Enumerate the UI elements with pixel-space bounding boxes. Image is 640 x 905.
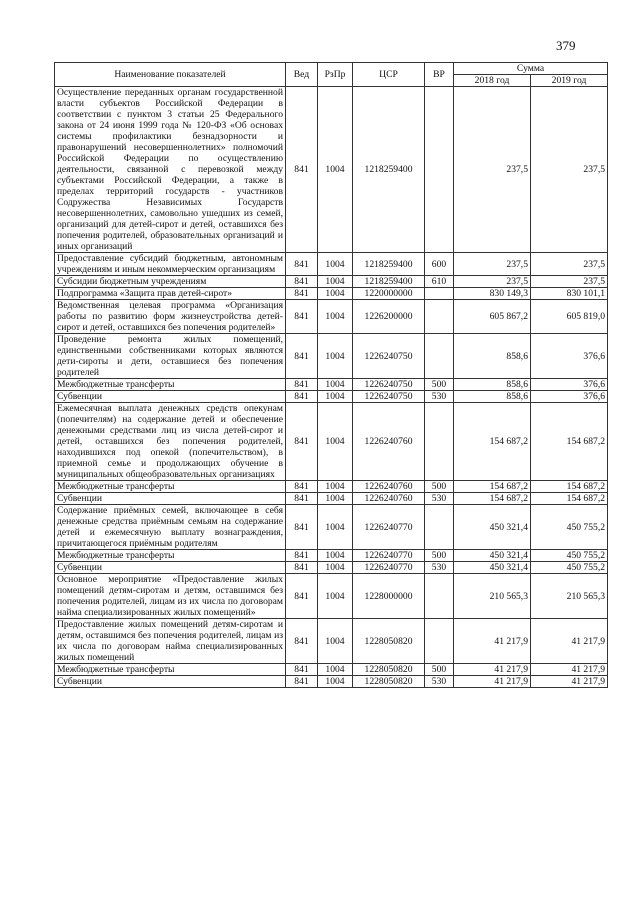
row-2018: 858,6 — [454, 391, 531, 403]
table-row — [55, 574, 608, 619]
row-csr: 1218259400 — [353, 276, 425, 288]
table-row — [55, 550, 608, 562]
row-2018: 858,6 — [454, 379, 531, 391]
row-2018: 605 867,2 — [454, 300, 531, 334]
row-ved: 841 — [286, 562, 318, 574]
table-row — [55, 403, 608, 481]
row-rzpr: 1004 — [318, 334, 353, 379]
row-2018: 830 149,3 — [454, 288, 531, 300]
table-row — [55, 493, 608, 505]
row-2019: 41 217,9 — [531, 619, 608, 664]
row-rzpr: 1004 — [318, 505, 353, 550]
row-ved: 841 — [286, 574, 318, 619]
row-csr: 1226240750 — [353, 391, 425, 403]
row-name: Субвенции — [55, 676, 286, 688]
row-csr: 1226240760 — [353, 403, 425, 481]
row-ved: 841 — [286, 664, 318, 676]
row-csr: 1226240770 — [353, 562, 425, 574]
row-rzpr: 1004 — [318, 288, 353, 300]
table-row — [55, 481, 608, 493]
row-2018: 237,5 — [454, 87, 531, 253]
header-sum: Сумма — [454, 63, 608, 75]
header-2018: 2018 год — [454, 75, 531, 87]
row-ved: 841 — [286, 550, 318, 562]
row-2019: 450 755,2 — [531, 550, 608, 562]
row-rzpr: 1004 — [318, 619, 353, 664]
row-ved: 841 — [286, 334, 318, 379]
row-vr: 530 — [425, 562, 454, 574]
header-ved: Вед — [286, 63, 318, 87]
row-csr: 1228000000 — [353, 574, 425, 619]
row-csr: 1226240760 — [353, 481, 425, 493]
row-csr: 1226240770 — [353, 505, 425, 550]
row-vr: 530 — [425, 391, 454, 403]
row-rzpr: 1004 — [318, 87, 353, 253]
row-2018: 237,5 — [454, 276, 531, 288]
row-ved: 841 — [286, 619, 318, 664]
row-csr: 1228050820 — [353, 664, 425, 676]
table-row — [55, 300, 608, 334]
row-csr: 1226200000 — [353, 300, 425, 334]
row-name: Субвенции — [55, 562, 286, 574]
row-vr — [425, 403, 454, 481]
row-rzpr: 1004 — [318, 676, 353, 688]
header-name: Наименование показателей — [55, 63, 286, 87]
row-2018: 450 321,4 — [454, 550, 531, 562]
table-row — [55, 619, 608, 664]
row-name: Межбюджетные трансферты — [55, 664, 286, 676]
table-row — [55, 87, 608, 253]
row-rzpr: 1004 — [318, 481, 353, 493]
row-vr — [425, 574, 454, 619]
table-row — [55, 562, 608, 574]
row-vr: 530 — [425, 676, 454, 688]
page-number: 379 — [556, 38, 576, 53]
row-name: Предоставление жилых помещений детям-сиротам и детям, оставшимся без попечения родителей, лицам из их числа по договорам найма специализированных жилых помещений — [55, 619, 286, 664]
row-rzpr: 1004 — [318, 379, 353, 391]
row-ved: 841 — [286, 87, 318, 253]
row-vr — [425, 288, 454, 300]
row-ved: 841 — [286, 676, 318, 688]
row-2019: 154 687,2 — [531, 481, 608, 493]
row-2018: 237,5 — [454, 253, 531, 276]
row-ved: 841 — [286, 493, 318, 505]
table-row — [55, 253, 608, 276]
row-csr: 1218259400 — [353, 87, 425, 253]
row-2019: 376,6 — [531, 334, 608, 379]
row-rzpr: 1004 — [318, 276, 353, 288]
row-rzpr: 1004 — [318, 664, 353, 676]
row-ved: 841 — [286, 391, 318, 403]
row-2018: 41 217,9 — [454, 676, 531, 688]
row-ved: 841 — [286, 379, 318, 391]
row-ved: 841 — [286, 276, 318, 288]
row-rzpr: 1004 — [318, 300, 353, 334]
row-ved: 841 — [286, 481, 318, 493]
row-name: Ежемесячная выплата денежных средств опекунам (попечителям) на содержание детей и обеспечение денежными средствами лиц из числа детей-сирот и детей, оставшихся без попечения родителей, находившихся под опекой (попечительством), в приемной семье и продолжающих обучение в муниципальных общеобразовательных организациях — [55, 403, 286, 481]
table-row — [55, 664, 608, 676]
row-ved: 841 — [286, 300, 318, 334]
row-2018: 210 565,3 — [454, 574, 531, 619]
row-vr: 500 — [425, 379, 454, 391]
row-name: Межбюджетные трансферты — [55, 550, 286, 562]
table-row — [55, 288, 608, 300]
row-name: Осуществление переданных органам государственной власти субъектов Российской Федерации в соответствии с пунктом 3 статьи 25 Федерального закона от 24 июня 1999 года № 120-ФЗ «Об основах системы профилактики безнадзорности и правонарушений несовершеннолетних» полномочий Российской Федерации по осуществлению деятельности, связанной с перевозкой между субъектами Российской Федерации, а также в пределах территорий государств - участников Содружества Независимых Государств несовершеннолетних, самовольно ушедших из семей, организаций для детей-сирот и детей, оставшихся без попечения родителей, образовательных организаций и иных организаций — [55, 87, 286, 253]
row-csr: 1218259400 — [353, 253, 425, 276]
row-2018: 154 687,2 — [454, 493, 531, 505]
row-vr — [425, 505, 454, 550]
row-vr: 500 — [425, 481, 454, 493]
row-ved: 841 — [286, 288, 318, 300]
row-vr — [425, 619, 454, 664]
row-2018: 41 217,9 — [454, 664, 531, 676]
row-ved: 841 — [286, 253, 318, 276]
table-row — [55, 505, 608, 550]
row-2019: 210 565,3 — [531, 574, 608, 619]
header-vr: ВР — [425, 63, 454, 87]
row-2019: 830 101,1 — [531, 288, 608, 300]
row-rzpr: 1004 — [318, 550, 353, 562]
row-csr: 1226240770 — [353, 550, 425, 562]
row-2019: 450 755,2 — [531, 505, 608, 550]
row-name: Проведение ремонта жилых помещений, единственными собственниками которых являются дети-сироты и дети, оставшиеся без попечения родителей — [55, 334, 286, 379]
row-csr: 1226240750 — [353, 334, 425, 379]
row-rzpr: 1004 — [318, 562, 353, 574]
header-csr: ЦСР — [353, 63, 425, 87]
row-2019: 154 687,2 — [531, 403, 608, 481]
row-name: Основное мероприятие «Предоставление жилых помещений детям-сиротам и детям, оставшимся без попечения родителей, лицам из их числа по договорам найма специализированных жилых помещений» — [55, 574, 286, 619]
row-csr: 1228050820 — [353, 619, 425, 664]
table-row — [55, 391, 608, 403]
row-2019: 237,5 — [531, 276, 608, 288]
table-row — [55, 276, 608, 288]
row-vr: 530 — [425, 493, 454, 505]
row-name: Ведомственная целевая программа «Организация работы по развитию форм жизнеустройства детей-сирот и детей, оставшихся без попечения родителей» — [55, 300, 286, 334]
row-name: Предоставление субсидий бюджетным, автономным учреждениям и иным некоммерческим организациям — [55, 253, 286, 276]
row-csr: 1226240750 — [353, 379, 425, 391]
row-2019: 41 217,9 — [531, 664, 608, 676]
row-name: Межбюджетные трансферты — [55, 481, 286, 493]
header-2019: 2019 год — [531, 75, 608, 87]
row-name: Субвенции — [55, 391, 286, 403]
row-rzpr: 1004 — [318, 493, 353, 505]
row-2018: 154 687,2 — [454, 403, 531, 481]
row-name: Межбюджетные трансферты — [55, 379, 286, 391]
row-2019: 450 755,2 — [531, 562, 608, 574]
row-vr: 600 — [425, 253, 454, 276]
row-2019: 237,5 — [531, 253, 608, 276]
row-2018: 450 321,4 — [454, 562, 531, 574]
row-2019: 41 217,9 — [531, 676, 608, 688]
row-2019: 237,5 — [531, 87, 608, 253]
table-row — [55, 334, 608, 379]
budget-table — [54, 62, 608, 688]
row-rzpr: 1004 — [318, 253, 353, 276]
row-vr — [425, 300, 454, 334]
row-vr — [425, 334, 454, 379]
table-row — [55, 379, 608, 391]
row-2018: 858,6 — [454, 334, 531, 379]
row-vr: 610 — [425, 276, 454, 288]
row-name: Подпрограмма «Защита прав детей-сирот» — [55, 288, 286, 300]
row-csr: 1226240760 — [353, 493, 425, 505]
table-row — [55, 676, 608, 688]
row-2018: 154 687,2 — [454, 481, 531, 493]
row-csr: 1220000000 — [353, 288, 425, 300]
row-2019: 605 819,0 — [531, 300, 608, 334]
row-ved: 841 — [286, 505, 318, 550]
row-2018: 41 217,9 — [454, 619, 531, 664]
row-name: Субвенции — [55, 493, 286, 505]
header-rzpr: РзПр — [318, 63, 353, 87]
row-rzpr: 1004 — [318, 403, 353, 481]
row-rzpr: 1004 — [318, 391, 353, 403]
row-2019: 154 687,2 — [531, 493, 608, 505]
row-csr: 1228050820 — [353, 676, 425, 688]
row-ved: 841 — [286, 403, 318, 481]
row-2018: 450 321,4 — [454, 505, 531, 550]
row-2019: 376,6 — [531, 379, 608, 391]
row-name: Субсидии бюджетным учреждениям — [55, 276, 286, 288]
row-vr — [425, 87, 454, 253]
row-2019: 376,6 — [531, 391, 608, 403]
row-vr: 500 — [425, 550, 454, 562]
row-rzpr: 1004 — [318, 574, 353, 619]
row-vr: 500 — [425, 664, 454, 676]
row-name: Содержание приёмных семей, включающее в себя денежные средства приёмным семьям на содержание детей и ежемесячную выплату вознаграждения, причитающегося приёмным родителям — [55, 505, 286, 550]
